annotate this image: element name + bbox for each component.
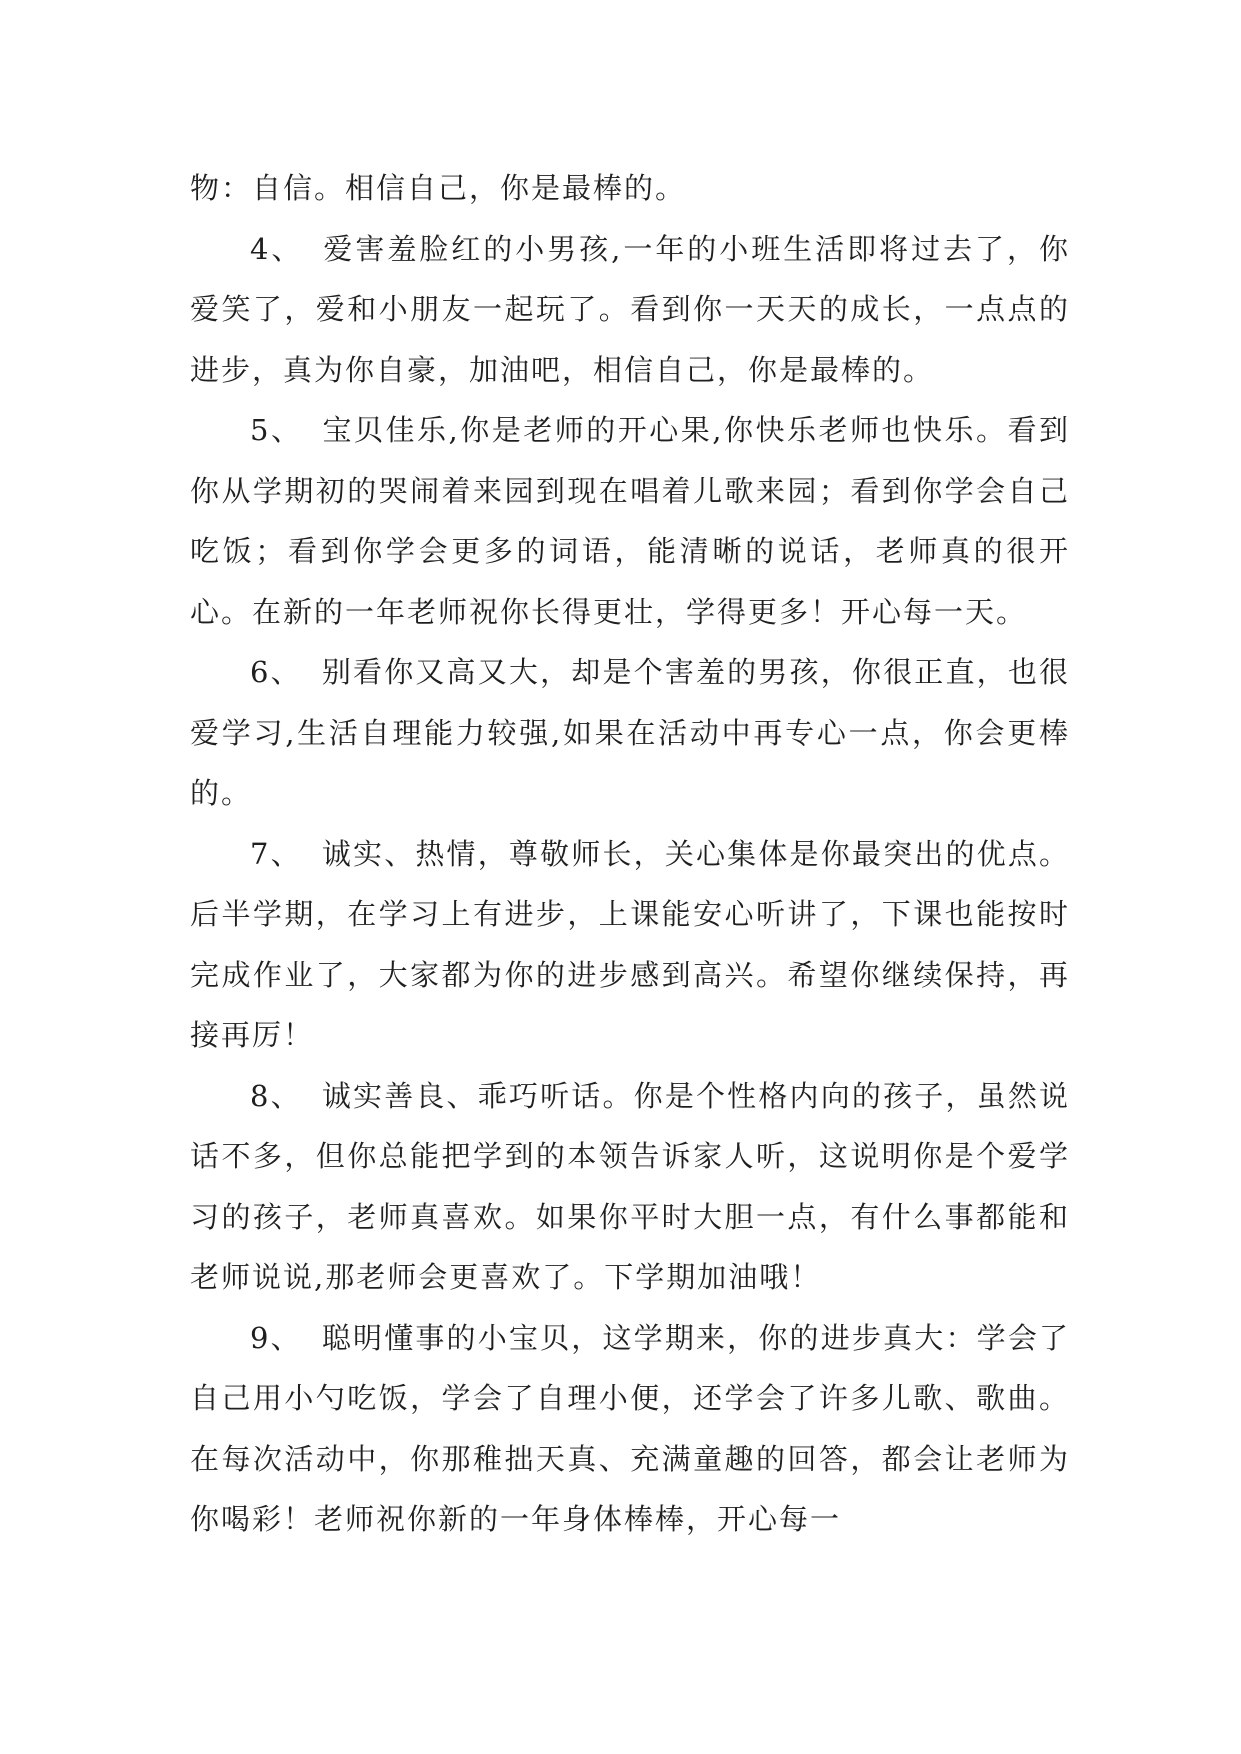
paragraph-item-7 — [190, 824, 1070, 1066]
paragraph-text: 宝贝佳乐,你是老师的开心果,你快乐老师也快乐。看到你从学期初的哭闹着来园到现在唱着儿歌来园；看到你学会自己吃饭；看到你学会更多的词语，能清晰的说话，老师真的很开心。在新的一年老师祝你长得更壮，学得更多！开心每一天。 — [190, 413, 1070, 629]
paragraph-text: 诚实、热情，尊敬师长，关心集体是你最突出的优点。后半学期，在学习上有进步，上课能安心听讲了，下课也能按时完成作业了，大家都为你的进步感到高兴。希望你继续保持，再接再厉！ — [190, 836, 1070, 1052]
paragraph-item-9 — [190, 1308, 1070, 1550]
paragraph-text: 物：自信。相信自己，你是最棒的。 — [190, 171, 687, 205]
paragraph-number: 4、 — [250, 231, 304, 266]
paragraph-item-8 — [190, 1066, 1070, 1308]
paragraph-number: 6、 — [250, 655, 302, 689]
paragraph-text: 诚实善良、乖巧听话。你是个性格内向的孩子，虽然说话不多，但你总能把学到的本领告诉家人听，这说明你是个爱学习的孩子，老师真喜欢。如果你平时大胆一点，有什么事都能和老师说说,那老师会更喜欢了。下学期加油哦！ — [190, 1078, 1070, 1294]
paragraph-text: 别看你又高又大，却是个害羞的男孩，你很正直，也很爱学习,生活自理能力较强,如果在活动中再专心一点，你会更棒的。 — [190, 655, 1070, 810]
paragraph-item-6 — [190, 642, 1070, 824]
paragraph-text: 聪明懂事的小宝贝，这学期来，你的进步真大：学会了自己用小勺吃饭，学会了自理小便，还学会了许多儿歌、歌曲。在每次活动中，你那稚拙天真、充满童趣的回答，都会让老师为你喝彩！老师祝你新的一年身体棒棒，开心每一 — [190, 1320, 1070, 1536]
paragraph-item-4 — [190, 219, 1070, 401]
paragraph-number: 5、 — [250, 413, 303, 447]
paragraph-text: 爱害羞脸红的小男孩,一年的小班生活即将过去了，你爱笑了，爱和小朋友一起玩了。看到你一天天的成长，一点点的进步，真为你自豪，加油吧，相信自己，你是最棒的。 — [190, 231, 1070, 387]
paragraph-number: 9、 — [250, 1320, 302, 1355]
paragraph-number: 8、 — [250, 1078, 302, 1113]
paragraph-number: 7、 — [250, 836, 302, 871]
paragraph-continuation — [190, 158, 1070, 219]
document-body — [190, 158, 1070, 1550]
paragraph-item-5 — [190, 400, 1070, 642]
